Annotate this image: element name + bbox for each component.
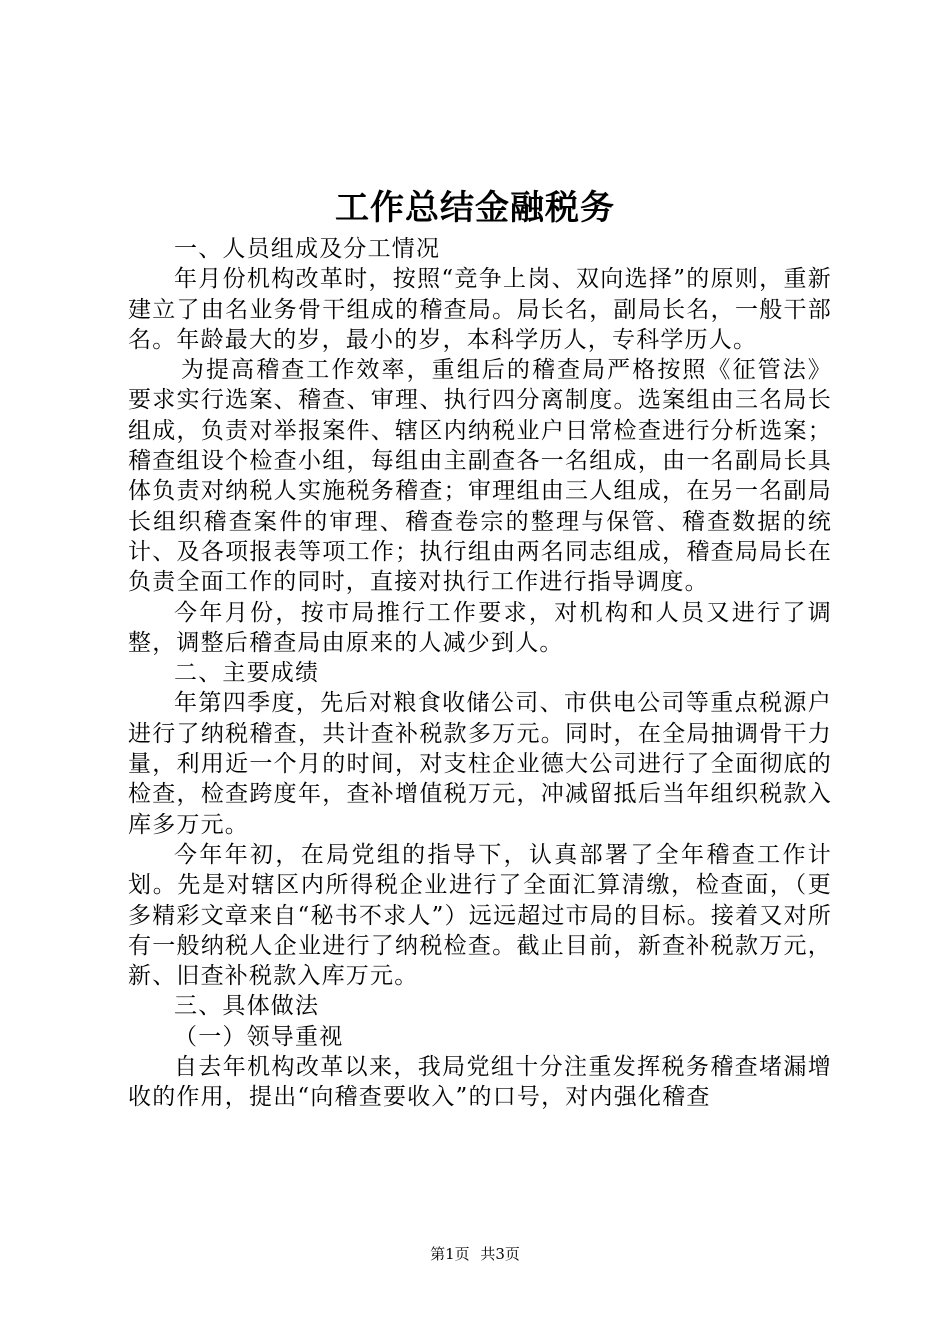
section-heading-1: 一、人员组成及分工情况: [174, 236, 441, 262]
document-title: 工作总结金融税务: [335, 188, 615, 228]
page-footer: [0, 1244, 950, 1264]
body-paragraph: 年第四季度，先后对粮食收储公司、市供电公司等重点税源户进行了纳税稽查，共计查补税款多万元。同时，在全局抽调骨干力量，利用近一个月的时间，对支柱企业德大公司进行了全面彻底的检查，检查跨度年，查补增值税万元，冲减留抵后当年组织税款入库多万元。: [128, 690, 832, 838]
page-number: 第1页: [430, 1245, 470, 1263]
section-heading-2: 二、主要成绩: [174, 660, 320, 687]
body-paragraph: 今年年初，在局党组的指导下，认真部署了全年稽查工作计划。先是对辖区内所得税企业进行了全面汇算清缴，检查面，（更多精彩文章来自“秘书不求人”）远远超过市局的目标。接着又对所有一般纳税人企业进行了纳税检查。截止目前，新查补税款万元，新、旧查补税款入库万元。: [128, 841, 832, 990]
document-body: [128, 234, 832, 1113]
section-heading-3: 三、具体做法: [174, 993, 320, 1020]
body-paragraph: 今年月份，按市局推行工作要求，对机构和人员又进行了调整，调整后稽查局由原来的人减少到人。: [128, 599, 832, 656]
subsection-heading: （一）领导重视: [174, 1023, 344, 1050]
body-paragraph: 自去年机构改革以来，我局党组十分注重发挥税务稽查堵漏增收的作用，提出“向稽查要收入”的口号，对内强化稽查: [128, 1054, 832, 1111]
page-total: 共3页: [480, 1245, 520, 1263]
body-paragraph: 年月份机构改革时，按照“竞争上岗、双向选择”的原则，重新建立了由名业务骨干组成的稽查局。局长名，副局长名，一般干部名。年龄最大的岁，最小的岁，本科学历人，专科学历人。: [128, 266, 832, 353]
body-paragraph: 为提高稽查工作效率，重组后的稽查局严格按照《征管法》要求实行选案、稽查、审理、执行四分离制度。选案组由三名局长组成，负责对举报案件、辖区内纳税业户日常检查进行分析选案；稽查组设个检查小组，每组由主副查各一名组成，由一名副局长具体负责对纳税人实施税务稽查；审理组由三人组成，在另一名副局长组织稽查案件的审理、稽查卷宗的整理与保管、稽查数据的统计、及各项报表等项工作；执行组由两名同志组成，稽查局局长在负责全面工作的同时，直接对执行工作进行指导调度。: [128, 357, 832, 596]
